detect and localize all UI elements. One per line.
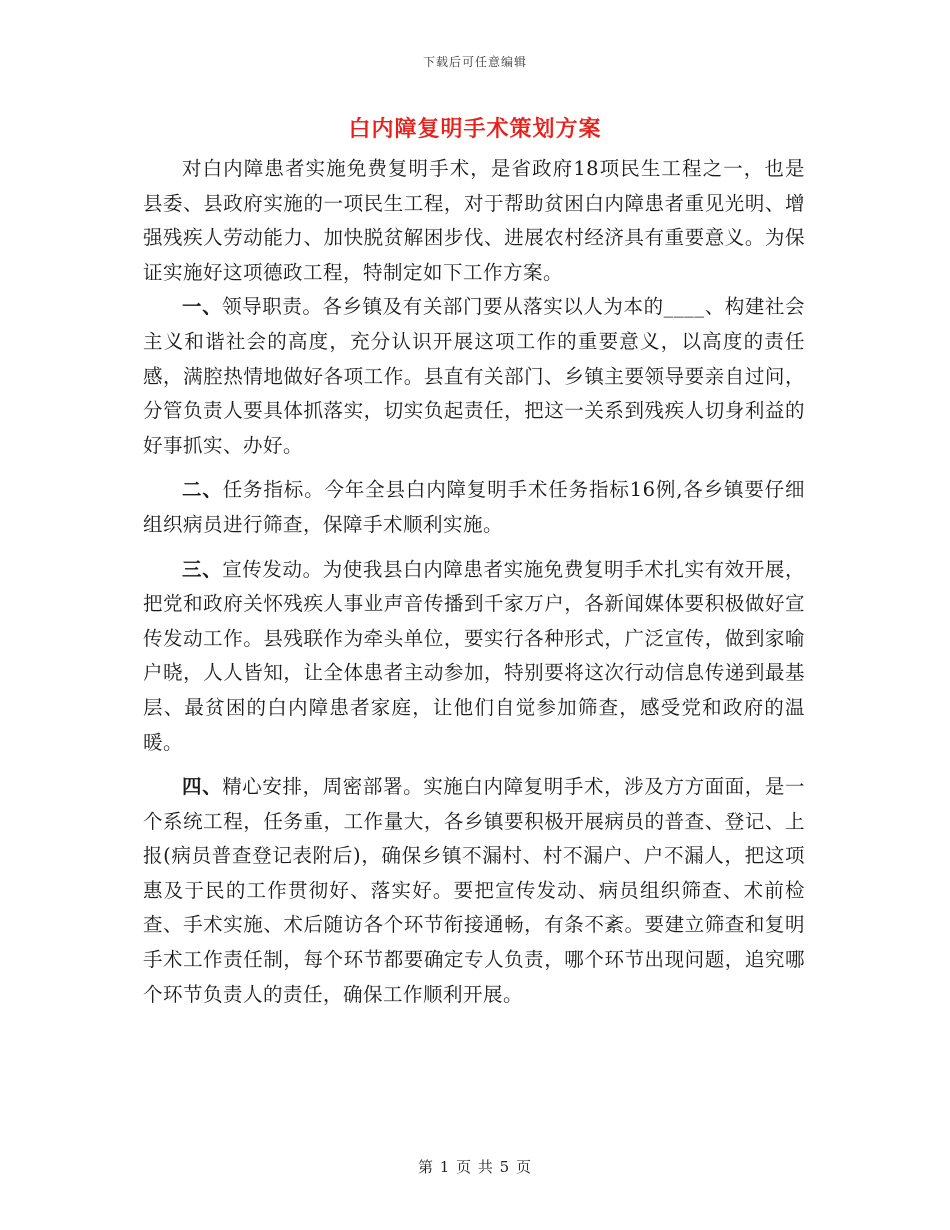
page-footer: 第 1 页 共 5 页 (418, 1158, 532, 1176)
paragraph-intro (143, 152, 805, 290)
paragraph-lead: 一、 (182, 295, 223, 319)
paragraph-text: 精心安排，周密部署。实施白内障复明手术，涉及方方面面，是一个系统工程，任务重，工作量大，各乡镇要积极开展病员的普查、登记、上报(病员普查登记表附后)，确保乡镇不漏村、村不漏户、户不漏人，把这项惠及于民的工作贯彻好、落实好。要把宣传发动、病员组织筛查、术前检查、手术实施、术后随访各个环节衔接通畅，有条不紊。要建立筛查和复明手术工作责任制，每个环节都要确定专人负责，哪个环节出现问题，追究哪个环节负责人的责任，确保工作顺利开展。 (143, 775, 805, 1006)
paragraph-lead: 四、 (182, 775, 223, 799)
paragraph-lead: 二、 (182, 478, 223, 502)
document-body (143, 152, 805, 1012)
paragraph-section-1 (143, 290, 805, 463)
paragraph-text: 领导职责。各乡镇及有关部门要从落实以人为本的____、构建社会主义和谐社会的高度，充分认识开展这项工作的重要意义，以高度的责任感，满腔热情地做好各项工作。县直有关部门、乡镇主要领导要亲自过问，分管负责人要具体抓落实，切实负起责任，把这一关系到残疾人切身利益的好事抓实、办好。 (143, 295, 805, 457)
header-note: 下载后可任意编辑 (422, 55, 527, 69)
paragraph-section-3 (143, 553, 805, 761)
paragraph-text: 对白内障患者实施免费复明手术，是省政府18项民生工程之一，也是县委、县政府实施的一项民生工程，对于帮助贫困白内障患者重见光明、增强残疾人劳动能力、加快脱贫解困步伐、进展农村经济具有重要意义。为保证实施好这项德政工程，特制定如下工作方案。 (143, 157, 805, 284)
paragraph-section-2 (143, 473, 805, 542)
paragraph-text: 宣传发动。为使我县白内障患者实施免费复明手术扎实有效开展，把党和政府关怀残疾人事业声音传播到千家万户，各新闻媒体要积极做好宣传发动工作。县残联作为牵头单位，要实行各种形式，广泛宣传，做到家喻户晓，人人皆知，让全体患者主动参加，特别要将这次行动信息传递到最基层、最贫困的白内障患者家庭，让他们自觉参加筛查，感受党和政府的温暖。 (143, 557, 805, 754)
paragraph-lead: 三、 (182, 557, 223, 581)
document-title: 白内障复明手术策划方案 (348, 116, 602, 142)
paragraph-text: 任务指标。今年全县白内障复明手术任务指标16例,各乡镇要仔细组织病员进行筛查，保障手术顺利实施。 (143, 478, 805, 536)
paragraph-section-4 (143, 770, 805, 1012)
